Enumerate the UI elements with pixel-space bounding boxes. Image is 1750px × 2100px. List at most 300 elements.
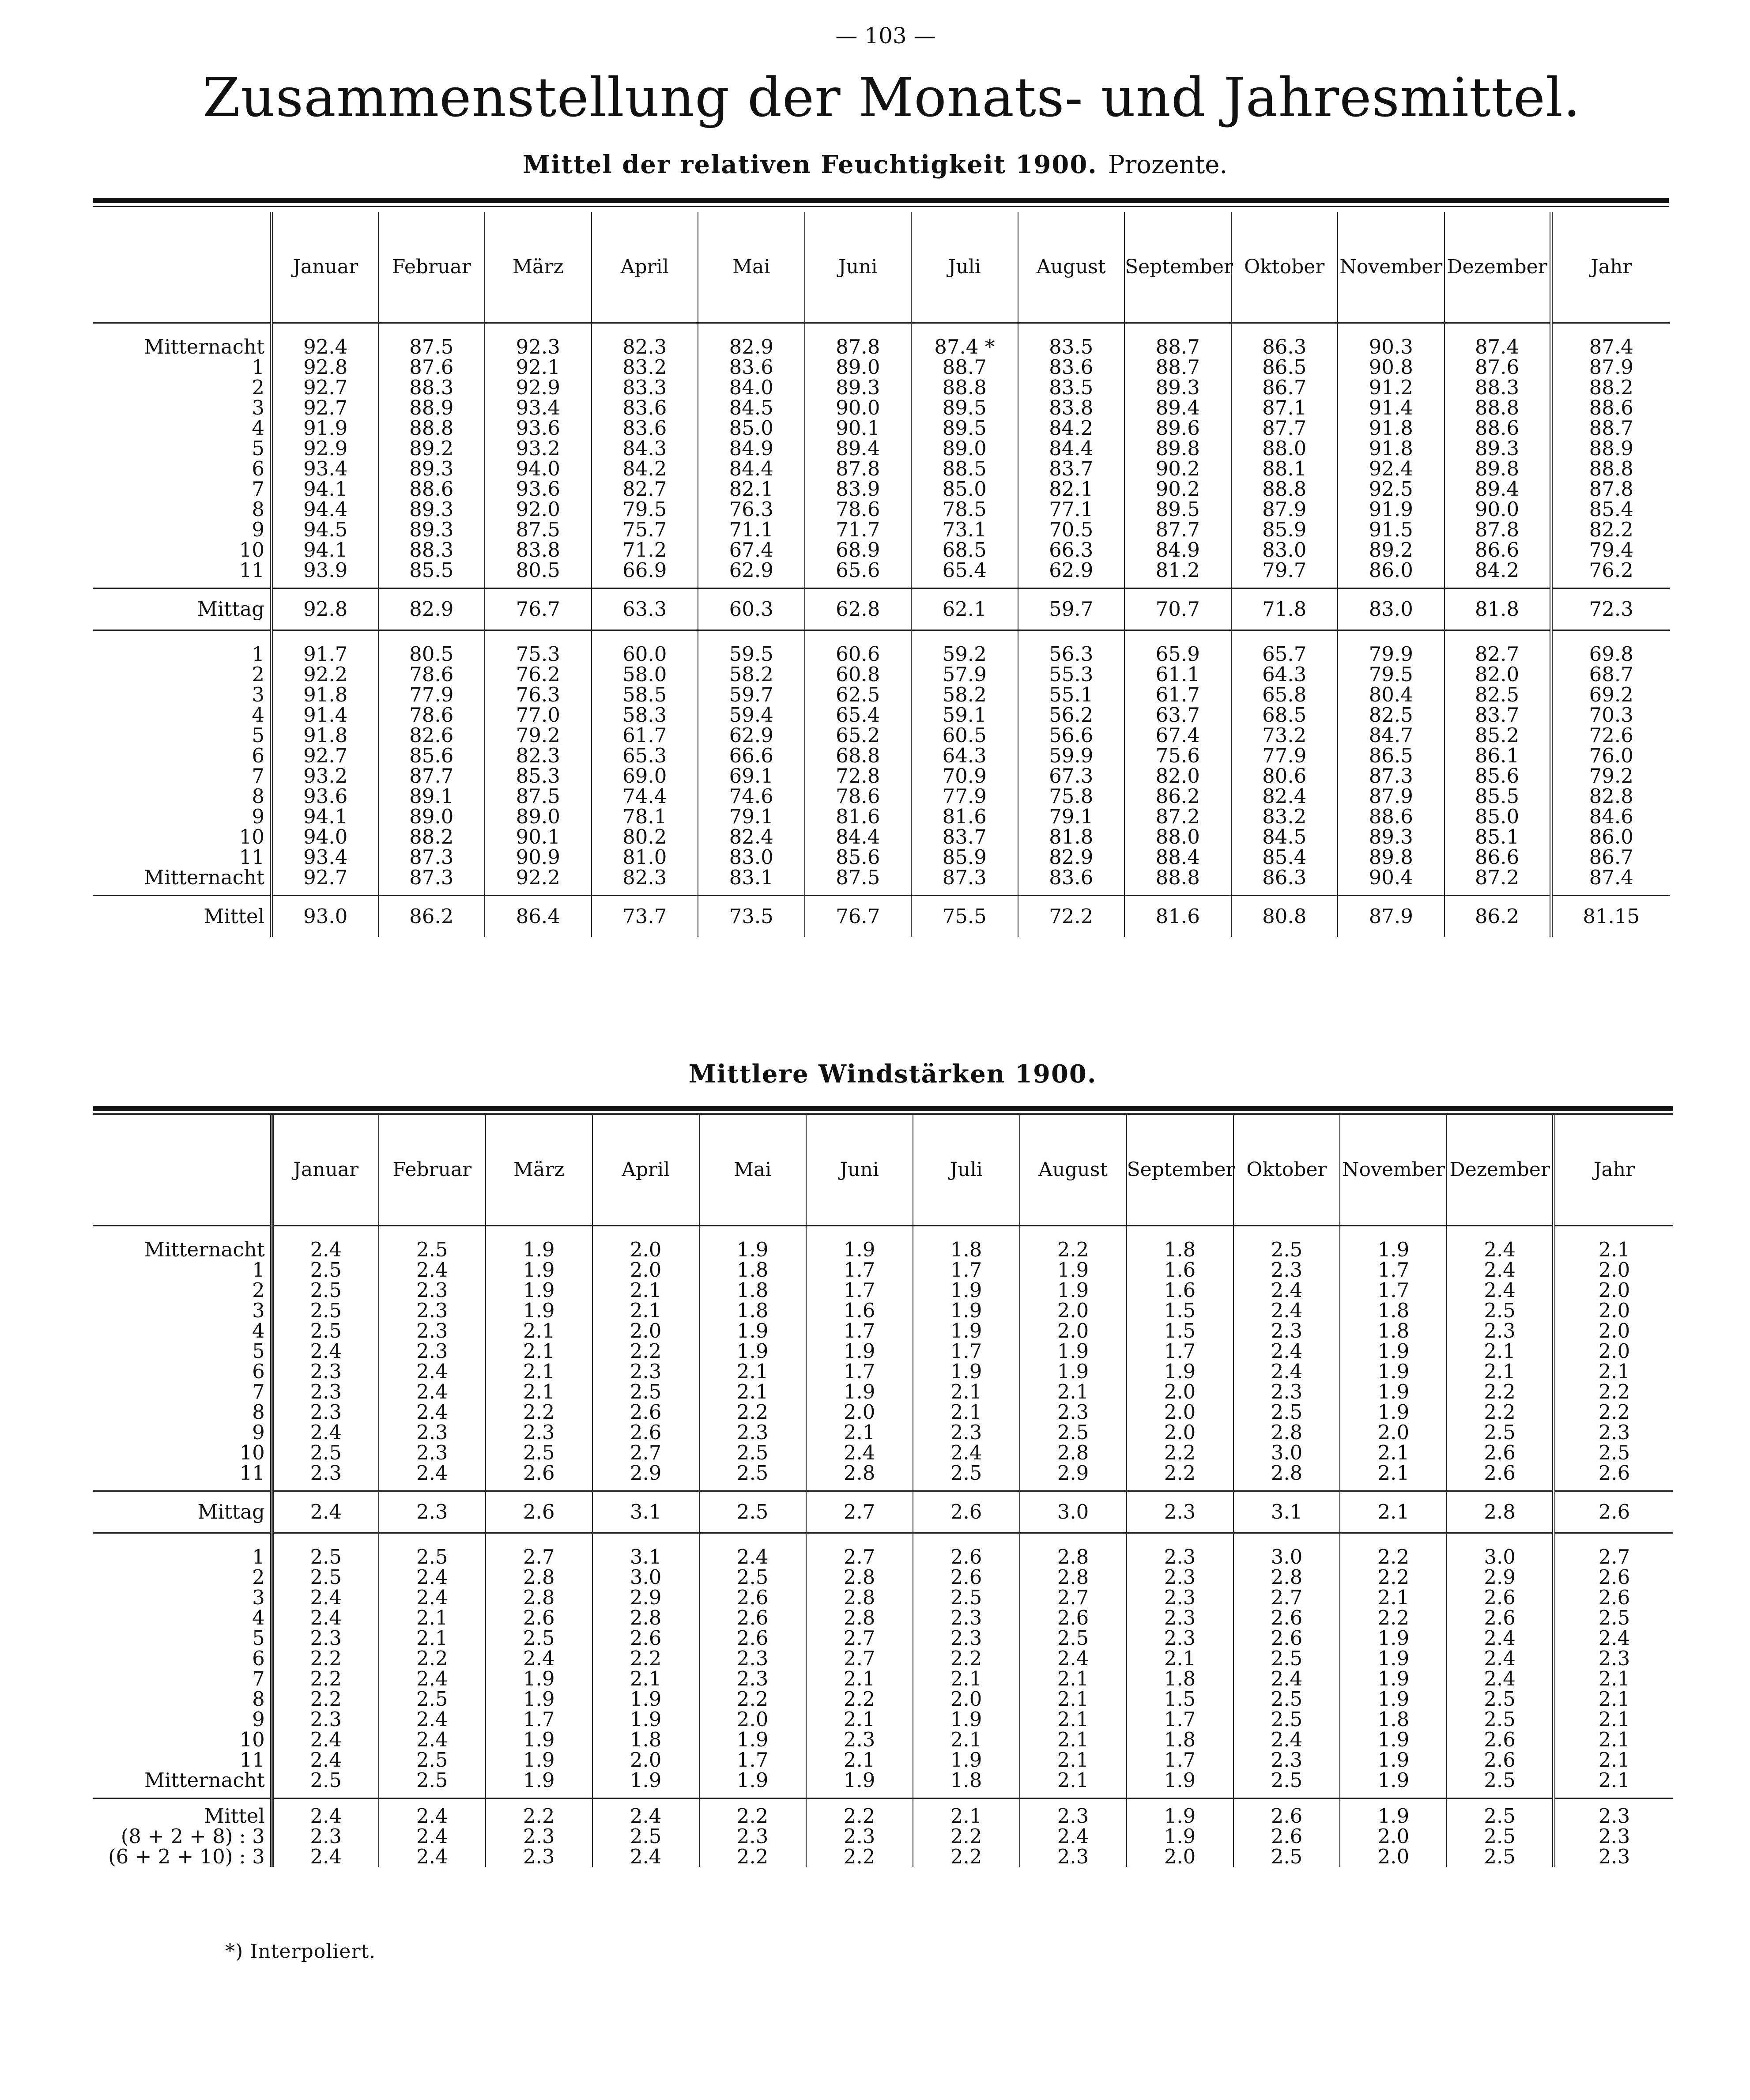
table-cell: 88.9 <box>1551 438 1670 459</box>
table-cell: 2.4 <box>379 1806 486 1826</box>
table-row <box>93 438 1670 459</box>
table-cell: 86.0 <box>1551 827 1670 847</box>
column-header-9: Oktober <box>1233 1115 1340 1226</box>
table-cell: 83.6 <box>592 398 698 418</box>
table-cell: 2.4 <box>379 1463 486 1483</box>
table-cell: 2.2 <box>1447 1402 1554 1422</box>
table-cell: 63.7 <box>1124 705 1231 725</box>
table-cell: 88.6 <box>378 479 485 499</box>
table-cell: 56.2 <box>1018 705 1125 725</box>
table-cell: 94.0 <box>272 827 378 847</box>
table-cell: 92.4 <box>1338 459 1445 479</box>
table-cell: 2.1 <box>1554 1770 1673 1791</box>
table-row <box>93 1341 1673 1361</box>
table-cell: 83.2 <box>592 357 698 377</box>
table-row <box>93 1402 1673 1422</box>
table-row <box>93 337 1670 357</box>
row-label: 10 <box>239 825 264 848</box>
table-cell: 90.8 <box>1338 357 1445 377</box>
table-cell: 1.9 <box>486 1770 592 1791</box>
table-cell: 78.6 <box>378 705 485 725</box>
table-cell: 1.9 <box>699 1240 806 1260</box>
table-cell: 83.0 <box>1338 588 1445 630</box>
table-cell: 2.1 <box>379 1628 486 1648</box>
table-cell: 2.1 <box>592 1669 699 1689</box>
row-label: 6 <box>252 1647 265 1670</box>
table-cell: 82.9 <box>378 588 485 630</box>
table-cell: 2.4 <box>1233 1280 1340 1301</box>
table-cell: 62.5 <box>805 685 912 705</box>
table-cell: 87.4 <box>1551 337 1670 357</box>
row-label: 5 <box>252 1339 265 1363</box>
table-cell: 2.7 <box>806 1491 913 1533</box>
table-cell: 82.9 <box>1018 847 1125 867</box>
row-label: 9 <box>252 805 264 828</box>
table-cell: 1.6 <box>806 1301 913 1321</box>
table-cell: 83.7 <box>1018 459 1125 479</box>
table-cell: 87.3 <box>378 847 485 867</box>
table-cell: 84.7 <box>1338 725 1445 746</box>
table-cell: 1.7 <box>806 1260 913 1280</box>
table-cell: 2.0 <box>1554 1301 1673 1321</box>
table-cell: 1.7 <box>1127 1750 1233 1770</box>
table-cell: 2.1 <box>806 1422 913 1443</box>
table-cell: 2.3 <box>486 1826 592 1847</box>
table-cell: 1.9 <box>1127 1361 1233 1382</box>
table-cell: 86.1 <box>1445 746 1551 766</box>
table-cell: 1.9 <box>913 1280 1020 1301</box>
table-cell: 2.5 <box>1447 1301 1554 1321</box>
table-cell: 79.9 <box>1338 644 1445 664</box>
table-cell: 67.4 <box>1124 725 1231 746</box>
table-cell: 84.9 <box>698 438 805 459</box>
table-cell: 88.7 <box>1551 418 1670 438</box>
table-cell: 88.8 <box>1124 867 1231 888</box>
table-cell: 89.5 <box>1124 499 1231 520</box>
table-cell: 2.2 <box>486 1402 592 1422</box>
table-cell: 91.7 <box>272 644 378 664</box>
table-cell: 75.8 <box>1018 786 1125 807</box>
table-cell: 87.9 <box>1231 499 1338 520</box>
table-cell: 2.4 <box>379 1587 486 1608</box>
table-cell: 2.8 <box>1233 1567 1340 1587</box>
table-cell: 83.5 <box>1018 377 1125 398</box>
column-header-9: Oktober <box>1231 212 1338 323</box>
table-cell: 1.7 <box>913 1260 1020 1280</box>
table-cell: 2.0 <box>1340 1847 1447 1867</box>
table-cell: 2.3 <box>1020 1847 1127 1867</box>
table-cell: 86.4 <box>485 896 592 937</box>
table-cell: 92.8 <box>272 588 378 630</box>
table-cell: 2.3 <box>1554 1847 1673 1867</box>
table-cell: 2.3 <box>1233 1750 1340 1770</box>
table-cell: 88.6 <box>1338 807 1445 827</box>
table-cell: 89.0 <box>805 357 912 377</box>
table-cell: 2.4 <box>1447 1280 1554 1301</box>
table-cell: 2.9 <box>592 1587 699 1608</box>
table-cell: 70.7 <box>1124 588 1231 630</box>
table-cell: 85.4 <box>1551 499 1670 520</box>
table-cell: 2.6 <box>1447 1443 1554 1463</box>
table-cell: 60.0 <box>592 644 698 664</box>
table-cell: 75.3 <box>485 644 592 664</box>
table-cell: 2.9 <box>592 1463 699 1483</box>
row-label: 11 <box>239 845 264 869</box>
table-cell: 57.9 <box>911 664 1018 685</box>
table-cell: 56.3 <box>1018 644 1125 664</box>
table-cell: 2.8 <box>806 1567 913 1587</box>
table-cell: 2.7 <box>1020 1587 1127 1608</box>
table-cell: 1.9 <box>1340 1628 1447 1648</box>
table-cell: 87.5 <box>485 520 592 540</box>
header-corner <box>93 1115 272 1226</box>
table-cell: 2.4 <box>1447 1669 1554 1689</box>
table-cell: 2.3 <box>913 1628 1020 1648</box>
table-row <box>93 1689 1673 1709</box>
table-cell: 80.8 <box>1231 896 1338 937</box>
table-cell: 92.2 <box>485 867 592 888</box>
column-header-12: Jahr <box>1554 1115 1673 1226</box>
table-cell: 2.6 <box>699 1608 806 1628</box>
table-cell: 88.7 <box>1124 337 1231 357</box>
humidity-table-body <box>93 323 1670 937</box>
table-cell: 3.0 <box>1233 1443 1340 1463</box>
table-cell: 83.7 <box>1445 705 1551 725</box>
table-cell: 89.5 <box>911 398 1018 418</box>
column-header-1: Februar <box>378 212 485 323</box>
table-cell: 65.9 <box>1124 644 1231 664</box>
table-cell: 89.3 <box>1124 377 1231 398</box>
table-cell: 2.6 <box>1554 1491 1673 1533</box>
table-cell: 88.7 <box>911 357 1018 377</box>
table-cell: 2.2 <box>806 1847 913 1867</box>
table-cell: 2.2 <box>272 1689 379 1709</box>
table-cell: 87.2 <box>1124 807 1231 827</box>
table-cell: 86.6 <box>1445 540 1551 560</box>
table-cell: 2.6 <box>913 1547 1020 1567</box>
column-header-6: Juli <box>911 212 1018 323</box>
table-cell: 2.5 <box>1020 1628 1127 1648</box>
table-cell: 2.3 <box>1554 1648 1673 1669</box>
table-cell: 80.4 <box>1338 685 1445 705</box>
table-cell: 87.4 <box>1445 337 1551 357</box>
table-cell: 2.3 <box>379 1491 486 1533</box>
table-cell: 2.5 <box>379 1547 486 1567</box>
table-cell: 1.7 <box>806 1321 913 1341</box>
table-cell: 2.5 <box>379 1770 486 1791</box>
table-cell: 2.4 <box>1020 1648 1127 1669</box>
table-cell: 91.9 <box>272 418 378 438</box>
table-cell: 85.0 <box>911 479 1018 499</box>
table-cell: 86.2 <box>378 896 485 937</box>
table-cell: 93.2 <box>272 766 378 786</box>
table-cell: 3.1 <box>592 1491 699 1533</box>
table-cell: 2.2 <box>699 1402 806 1422</box>
table-cell: 1.7 <box>913 1341 1020 1361</box>
table-cell: 89.8 <box>1445 459 1551 479</box>
table-cell: 87.8 <box>805 459 912 479</box>
humidity-top-rule-thin <box>93 206 1669 207</box>
table-cell: 2.5 <box>1233 1402 1340 1422</box>
table-cell: 3.0 <box>1447 1547 1554 1567</box>
table-cell: 65.4 <box>911 560 1018 581</box>
table-cell: 2.5 <box>272 1567 379 1587</box>
table-cell: 93.6 <box>272 786 378 807</box>
table-cell: 2.5 <box>699 1463 806 1483</box>
table-cell: 86.3 <box>1231 867 1338 888</box>
row-label: Mitternacht <box>144 1768 265 1792</box>
table-cell: 2.1 <box>1447 1361 1554 1382</box>
table-cell: 87.9 <box>1551 357 1670 377</box>
table-cell: 84.4 <box>698 459 805 479</box>
table-cell: 88.2 <box>378 827 485 847</box>
column-header-7: August <box>1018 212 1125 323</box>
table-cell: 65.6 <box>805 560 912 581</box>
table-cell: 2.3 <box>1554 1422 1673 1443</box>
row-label: Mitternacht <box>144 866 264 889</box>
table-cell: 1.9 <box>913 1709 1020 1730</box>
table-cell: 2.4 <box>1233 1730 1340 1750</box>
table-cell: 1.9 <box>913 1750 1020 1770</box>
table-cell: 2.5 <box>592 1382 699 1402</box>
table-cell: 2.3 <box>272 1402 379 1422</box>
table-cell: 68.7 <box>1551 664 1670 685</box>
table-cell: 2.0 <box>1340 1826 1447 1847</box>
table-cell: 2.4 <box>1554 1628 1673 1648</box>
table-cell: 87.7 <box>1124 520 1231 540</box>
table-cell: 77.1 <box>1018 499 1125 520</box>
table-cell: 2.1 <box>486 1341 592 1361</box>
row-label: Mittag <box>93 588 272 630</box>
table-cell: 69.1 <box>698 766 805 786</box>
table-cell: 69.2 <box>1551 685 1670 705</box>
table-cell: 2.4 <box>1020 1826 1127 1847</box>
table-cell: 89.8 <box>1124 438 1231 459</box>
table-cell: 82.4 <box>698 827 805 847</box>
table-cell: 92.7 <box>272 867 378 888</box>
table-cell: 2.5 <box>379 1750 486 1770</box>
table-cell: 1.9 <box>1020 1361 1127 1382</box>
table-cell: 1.9 <box>1340 1770 1447 1791</box>
table-cell: 2.8 <box>486 1587 592 1608</box>
table-cell: 2.6 <box>913 1491 1020 1533</box>
table-cell: 85.0 <box>698 418 805 438</box>
column-header-2: März <box>485 212 592 323</box>
table-cell: 92.5 <box>1338 479 1445 499</box>
row-label: 8 <box>252 784 264 808</box>
table-cell: 90.1 <box>485 827 592 847</box>
table-cell: 88.3 <box>378 377 485 398</box>
table-cell: 2.1 <box>1554 1730 1673 1750</box>
table-cell: 81.15 <box>1551 896 1670 937</box>
table-cell: 87.6 <box>1445 357 1551 377</box>
table-cell: 2.4 <box>1233 1361 1340 1382</box>
table-cell: 76.0 <box>1551 746 1670 766</box>
table-cell: 81.8 <box>1018 827 1125 847</box>
table-cell: 2.6 <box>1447 1730 1554 1750</box>
column-header-4: Mai <box>699 1115 806 1226</box>
table-row <box>93 1730 1673 1750</box>
table-cell: 1.7 <box>1127 1709 1233 1730</box>
table-cell: 88.8 <box>1551 459 1670 479</box>
table-cell: 2.4 <box>272 1750 379 1770</box>
table-cell: 56.6 <box>1018 725 1125 746</box>
table-cell: 75.5 <box>911 896 1018 937</box>
table-cell: 2.4 <box>1233 1341 1340 1361</box>
table-cell: 2.5 <box>1447 1689 1554 1709</box>
table-cell: 87.9 <box>1338 786 1445 807</box>
table-cell: 64.3 <box>911 746 1018 766</box>
table-cell: 2.4 <box>913 1443 1020 1463</box>
table-cell: 2.5 <box>1233 1709 1340 1730</box>
table-cell: 62.8 <box>805 588 912 630</box>
table-cell: 2.1 <box>1020 1669 1127 1689</box>
table-cell: 89.1 <box>378 786 485 807</box>
table-cell: 2.0 <box>1554 1321 1673 1341</box>
table-cell: 1.9 <box>913 1301 1020 1321</box>
table-cell: 77.9 <box>378 685 485 705</box>
table-cell: 90.1 <box>805 418 912 438</box>
table-cell: 87.5 <box>378 337 485 357</box>
table-cell: 2.4 <box>379 1847 486 1867</box>
table-cell: 2.7 <box>1233 1587 1340 1608</box>
column-header-10: November <box>1340 1115 1447 1226</box>
table-cell: 2.5 <box>699 1567 806 1587</box>
column-header-11: Dezember <box>1447 1115 1554 1226</box>
table-cell: 88.8 <box>911 377 1018 398</box>
table-cell: 79.1 <box>1018 807 1125 827</box>
table-cell: 1.8 <box>592 1730 699 1750</box>
table-cell: 87.5 <box>485 786 592 807</box>
table-row <box>93 1382 1673 1402</box>
table-cell: 92.4 <box>272 337 378 357</box>
table-cell: 2.2 <box>1127 1443 1233 1463</box>
table-cell: 66.9 <box>592 560 698 581</box>
table-cell: 89.3 <box>378 459 485 479</box>
table-cell: 87.8 <box>1445 520 1551 540</box>
table-cell: 2.8 <box>806 1587 913 1608</box>
table-cell: 2.3 <box>272 1361 379 1382</box>
table-cell: 2.2 <box>1554 1402 1673 1422</box>
column-header-11: Dezember <box>1445 212 1551 323</box>
table-cell: 89.4 <box>805 438 912 459</box>
table-row <box>93 1750 1673 1770</box>
table-cell: 2.5 <box>272 1321 379 1341</box>
column-header-5: Juni <box>806 1115 913 1226</box>
table-cell: 2.0 <box>1127 1382 1233 1402</box>
table-cell: 62.9 <box>698 725 805 746</box>
table-cell: 81.0 <box>592 847 698 867</box>
table-row <box>93 766 1670 786</box>
table-cell: 2.1 <box>913 1382 1020 1402</box>
table-cell: 2.5 <box>1447 1806 1554 1826</box>
table-row <box>93 807 1670 827</box>
table-cell: 3.1 <box>592 1547 699 1567</box>
table-row <box>93 1240 1673 1260</box>
table-cell: 2.0 <box>1127 1422 1233 1443</box>
table-cell: 2.4 <box>272 1422 379 1443</box>
table-cell: 83.6 <box>1018 357 1125 377</box>
table-cell: 74.4 <box>592 786 698 807</box>
table-cell: 59.7 <box>1018 588 1125 630</box>
table-row <box>93 867 1670 888</box>
row-label: 2 <box>252 1565 265 1589</box>
table-cell: 94.1 <box>272 807 378 827</box>
table-cell: 88.5 <box>911 459 1018 479</box>
table-cell: 60.6 <box>805 644 912 664</box>
table-cell: 87.7 <box>378 766 485 786</box>
table-row <box>93 725 1670 746</box>
table-cell: 2.5 <box>1447 1422 1554 1443</box>
table-cell: 88.6 <box>1445 418 1551 438</box>
table-cell: 82.6 <box>378 725 485 746</box>
table-cell: 1.9 <box>1127 1806 1233 1826</box>
table-cell: 81.8 <box>1445 588 1551 630</box>
table-cell: 2.6 <box>1233 1806 1340 1826</box>
table-row <box>93 377 1670 398</box>
table-cell: 1.8 <box>1127 1669 1233 1689</box>
table-cell: 2.3 <box>1233 1382 1340 1402</box>
table-cell: 2.3 <box>272 1463 379 1483</box>
row-label: 8 <box>252 1400 265 1424</box>
table-cell: 79.7 <box>1231 560 1338 581</box>
table-cell: 1.9 <box>486 1260 592 1280</box>
table-row <box>93 520 1670 540</box>
table-cell: 76.3 <box>485 685 592 705</box>
table-row <box>93 1280 1673 1301</box>
table-cell: 1.9 <box>699 1321 806 1341</box>
row-label: 8 <box>252 498 264 521</box>
table-cell: 84.5 <box>698 398 805 418</box>
table-row <box>93 1321 1673 1341</box>
table-cell: 2.8 <box>1447 1491 1554 1533</box>
table-cell: 2.6 <box>1447 1608 1554 1628</box>
page-number: — 103 — <box>835 23 936 49</box>
table-cell: 90.2 <box>1124 479 1231 499</box>
table-row <box>93 1260 1673 1280</box>
humidity-table <box>93 212 1670 937</box>
table-cell: 2.4 <box>379 1567 486 1587</box>
table-cell: 2.2 <box>272 1669 379 1689</box>
table-cell: 1.9 <box>1340 1730 1447 1750</box>
table-cell: 73.7 <box>592 896 698 937</box>
table-cell: 2.3 <box>1554 1826 1673 1847</box>
table-row <box>93 1361 1673 1382</box>
table-cell: 1.9 <box>486 1280 592 1301</box>
table-cell: 85.6 <box>1445 766 1551 786</box>
table-cell: 2.1 <box>486 1321 592 1341</box>
table-cell: 2.2 <box>913 1826 1020 1847</box>
table-cell: 3.1 <box>1233 1491 1340 1533</box>
table-cell: 2.1 <box>1554 1750 1673 1770</box>
table-cell: 88.8 <box>1231 479 1338 499</box>
mean-row <box>93 1826 1673 1847</box>
row-label: Mittag <box>93 1491 272 1533</box>
table-cell: 2.8 <box>1233 1463 1340 1483</box>
table-cell: 90.2 <box>1124 459 1231 479</box>
table-cell: 2.4 <box>272 1806 379 1826</box>
table-cell: 93.4 <box>272 847 378 867</box>
table-cell: 86.2 <box>1445 896 1551 937</box>
row-label: 4 <box>252 703 264 727</box>
table-cell: 83.3 <box>592 377 698 398</box>
table-cell: 76.7 <box>805 896 912 937</box>
table-cell: 2.5 <box>913 1463 1020 1483</box>
spacer-cell <box>93 630 272 645</box>
table-cell: 1.7 <box>806 1280 913 1301</box>
table-cell: 2.1 <box>913 1402 1020 1422</box>
table-cell: 83.8 <box>1018 398 1125 418</box>
